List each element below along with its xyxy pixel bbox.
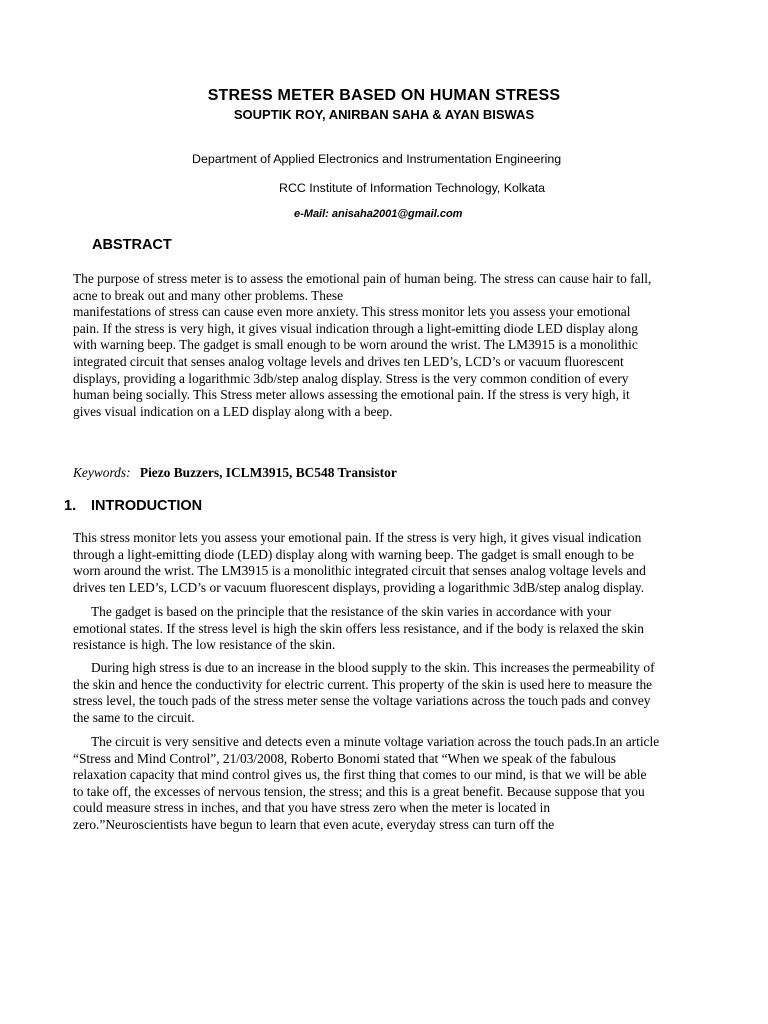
- text-line: During high stress is due to an increase in the blood supply to the skin. This increases the permeability of: [91, 660, 655, 675]
- text-line: “Stress and Mind Control”, 21/03/2008, Roberto Bonomi stated that “When we speak of the fabulous: [73, 750, 616, 766]
- abstract-paragraph: [73, 271, 698, 420]
- text-line: The circuit is very sensitive and detects even a minute voltage variation across the touch pads.In an article: [91, 734, 660, 749]
- text-line: The purpose of stress meter is to assess the emotional pain of human being. The stress can cause hair to fall,: [73, 271, 652, 286]
- section-title: INTRODUCTION: [91, 498, 203, 514]
- section-heading-introduction: [64, 498, 202, 514]
- section-number: 1.: [64, 498, 77, 514]
- text-line: gives visual indication on a LED display along with a beep.: [73, 403, 393, 419]
- keywords-value: Piezo Buzzers, ICLM3915, BC548 Transistor: [139, 465, 397, 480]
- text-line: worn around the wrist. The LM3915 is a monolithic integrated circuit that senses analog voltage levels and: [73, 563, 646, 579]
- text-line: emotional states. If the stress level is high the skin offers less resistance, and if the body is relaxed the skin: [73, 620, 644, 636]
- text-line: pain. If the stress is very high, it gives visual indication through a light-emitting diode LED display along: [73, 320, 638, 336]
- text-line: human being socially. This Stress meter allows assessing the emotional pain. If the stress is very high, it: [73, 387, 630, 403]
- affiliation-institution: RCC Institute of Information Technology, Kolkata: [279, 181, 546, 195]
- intro-paragraph-4: [73, 734, 698, 834]
- text-line: displays, providing a logarithmic 3db/step analog display. Stress is the very common condition of every: [73, 370, 629, 386]
- affiliation-department: Department of Applied Electronics and Instrumentation Engineering: [192, 152, 562, 166]
- abstract-heading: ABSTRACT: [92, 237, 172, 253]
- text-line: resistance is high. The low resistance of the skin.: [73, 637, 336, 653]
- text-line: relaxation capacity that mind control gives us, the first thing that comes to our mind, is that we will be able: [73, 767, 647, 783]
- text-line: manifestations of stress can cause even more anxiety. This stress monitor lets you assess your emotional: [73, 304, 631, 320]
- text-line: acne to break out and many other problems. These: [73, 287, 344, 303]
- paper-title: STRESS METER BASED ON HUMAN STRESS: [207, 87, 561, 104]
- text-line: The gadget is based on the principle that the resistance of the skin varies in accordance with your: [91, 604, 612, 619]
- text-line: drives ten LED’s, LCD’s or vacuum fluorescent displays, providing a logarithmic 3dB/step analog display.: [73, 579, 645, 595]
- text-line: the skin and hence the conductivity for electric current. This property of the skin is used here to measure the: [73, 676, 653, 692]
- text-line: to take off, the excesses of nervous tension, the stress; and this is a great benefit. Because suppose that you: [73, 783, 645, 799]
- text-line: could measure stress in inches, and that you have stress zero when the meter is located in: [73, 800, 551, 816]
- intro-paragraph-2: [73, 604, 698, 654]
- author-email: e-Mail: anisaha2001@gmail.com: [294, 208, 463, 220]
- paper-authors: SOUPTIK ROY, ANIRBAN SAHA & AYAN BISWAS: [233, 107, 535, 122]
- text-line: stress level, the touch pads of the stress meter sense the voltage variations across the touch pads and convey: [73, 693, 651, 709]
- text-line: through a light-emitting diode (LED) display along with warning beep. The gadget is small enough to be: [73, 546, 634, 562]
- text-line: integrated circuit that senses analog voltage levels and drives ten LED’s, LCD’s or vacuum fluorescent: [73, 353, 624, 369]
- intro-paragraph-1: [73, 530, 698, 596]
- text-line: zero.”Neuroscientists have begun to learn that even acute, everyday stress can turn off the: [73, 816, 555, 832]
- text-line: with warning beep. The gadget is small enough to be worn around the wrist. The LM3915 is a monolithic: [73, 337, 638, 353]
- intro-paragraph-3: [73, 660, 698, 726]
- text-line: This stress monitor lets you assess your emotional pain. If the stress is very high, it gives visual indication: [73, 530, 642, 545]
- keywords-line: [73, 465, 397, 481]
- keywords-label: Keywords:: [73, 465, 131, 480]
- text-line: the same to the circuit.: [73, 709, 195, 725]
